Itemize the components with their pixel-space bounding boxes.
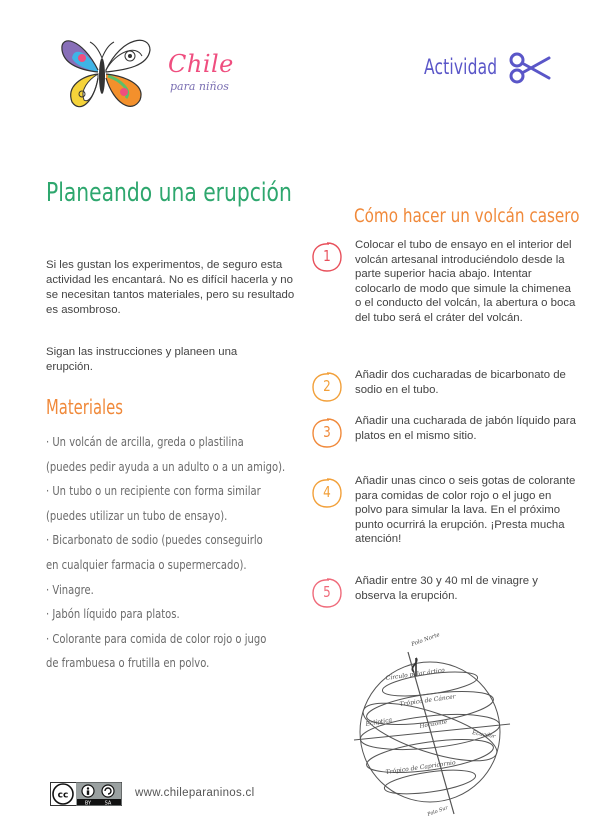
cc-license-icon [50, 782, 122, 806]
materials-line: (puedes utilizar un tubo de ensayo). [46, 507, 228, 523]
materials-line: · Un tubo o un recipiente con forma similar [46, 483, 261, 499]
step-text: Añadir entre 30 y 40 ml de vinagre y observa la erupción. [355, 575, 538, 602]
step-number: 4 [323, 483, 331, 501]
step-number-badge [310, 576, 344, 610]
globe-label: Horizonte [419, 719, 448, 730]
step-number-badge [310, 240, 344, 274]
step-number: 3 [323, 423, 331, 441]
brand-subtitle: para niños [170, 80, 229, 93]
celestial-globe-illustration [350, 632, 520, 822]
step-number-badge [310, 476, 344, 510]
globe-label: Trópico de Capricornio [385, 759, 457, 776]
materials-line: · Vinagre. [46, 581, 94, 597]
step-number: 2 [323, 377, 331, 395]
materials-line: en cualquier farmacia o supermercado). [46, 556, 247, 572]
step-number: 5 [323, 583, 331, 601]
step-number-badge [310, 370, 344, 404]
cc-label: cc [57, 790, 69, 801]
globe-label: Polo Norte [410, 632, 441, 648]
globe-label: Trópico de Cáncer [399, 693, 456, 708]
materials-line: · Bicarbonato de sodio (puedes conseguirlo [46, 532, 263, 548]
materials-line: · Colorante para comida de color rojo o jugo [46, 630, 267, 646]
step-text: Añadir una cucharada de jabón líquido para platos en el mismo sitio. [355, 415, 577, 442]
materials-heading: Materiales [46, 395, 123, 419]
step-text: Colocar el tubo de ensayo en el interior del volcán artesanal introduciéndolo desde la parte superior hacia abajo. Intentar colocarlo de modo que simule la chimenea o el conducto del volcán, la abertura o boca del tubo será el cráter del volcán. [355, 239, 576, 324]
globe-label: Ecuador [471, 730, 496, 741]
step-number: 1 [323, 247, 331, 265]
scissors-icon [509, 52, 551, 84]
sa-label: SA [104, 800, 112, 806]
intro-text: Si les gustan los experimentos, de seguro esta actividad les encantará. No es difícil hacerla y no se necesitan tantos materiales, pero su resultado es asombroso. [46, 259, 295, 316]
by-label: BY [84, 800, 92, 806]
activity-label: Actividad [424, 55, 498, 79]
materials-line: · Jabón líquido para platos. [46, 606, 180, 622]
step-text: Añadir unas cinco o seis gotas de colorante para comidas de color rojo o el jugo en polvo para simular la lava. En el próximo punto ocurrirá la erupción. ¡Presta mucha atención! [355, 475, 576, 546]
globe-label: Polo Sur [426, 804, 449, 818]
intro-text-2: Sigan las instrucciones y planeen una erupción. [46, 346, 238, 373]
creative-commons-badge [50, 782, 122, 806]
step-number-badge [310, 416, 344, 450]
step-text: Añadir dos cucharadas de bicarbonato de sodio en el tubo. [355, 369, 566, 396]
materials-line: (puedes pedir ayuda a un adulto o a un amigo). [46, 458, 286, 474]
globe-label: Eclíptica [365, 716, 393, 728]
globe-label: Círculo polar ártico [385, 666, 446, 682]
brand-title: Chile [168, 50, 234, 78]
materials-list [46, 430, 310, 676]
page-title: Planeando una erupción [46, 178, 292, 208]
instructions-heading: Cómo hacer un volcán casero [354, 205, 580, 227]
materials-line: de frambuesa o frutilla en polvo. [46, 655, 210, 671]
website-link[interactable]: www.chileparaninos.cl [135, 787, 255, 799]
materials-line: · Un volcán de arcilla, greda o plastilina [46, 434, 244, 449]
